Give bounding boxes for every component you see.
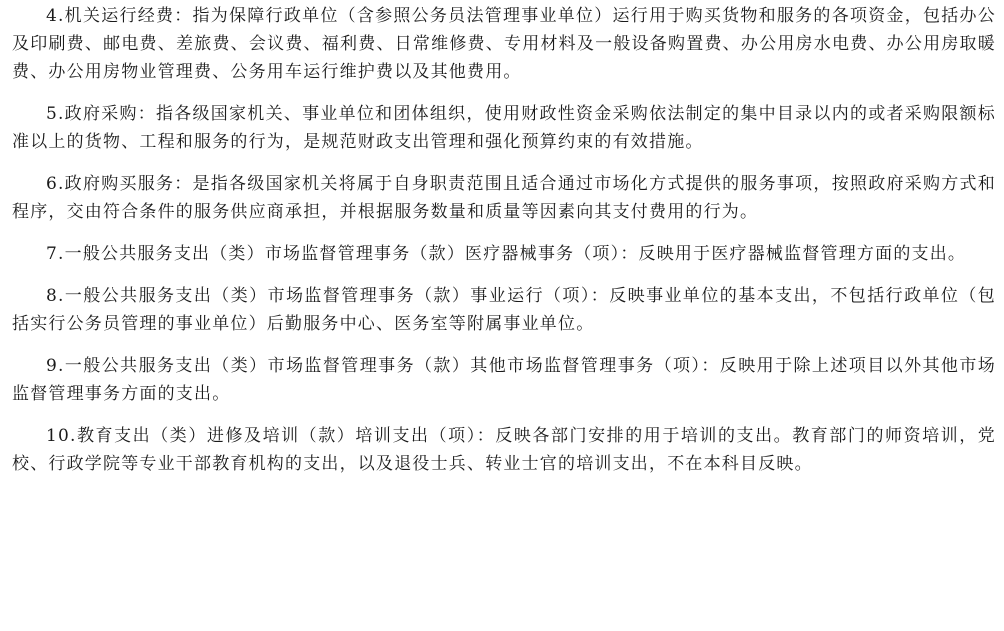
paragraph-item-4: 4.机关运行经费：指为保障行政单位（含参照公务员法管理事业单位）运行用于购买货物和服务的各项资金，包括办公及印刷费、邮电费、差旅费、会议费、福利费、日常维修费、专用材料及一般设备购置费、办公用房水电费、办公用房取暖费、办公用房物业管理费、公务用车运行维护费以及其他费用。 [12,6,996,82]
paragraph-item-9: 9.一般公共服务支出（类）市场监督管理事务（款）其他市场监督管理事务（项）：反映用于除上述项目以外其他市场监督管理事务方面的支出。 [12,356,996,404]
paragraph-item-10: 10.教育支出（类）进修及培训（款）培训支出（项）：反映各部门安排的用于培训的支出。教育部门的师资培训，党校、行政学院等专业干部教育机构的支出，以及退役士兵、转业士官的培训支出，不在本科目反映。 [12,426,996,474]
paragraph-item-8: 8.一般公共服务支出（类）市场监督管理事务（款）事业运行（项）：反映事业单位的基本支出，不包括行政单位（包括实行公务员管理的事业单位）后勤服务中心、医务室等附属事业单位。 [12,286,996,334]
document-body [12,2,996,478]
paragraph-item-7: 7.一般公共服务支出（类）市场监督管理事务（款）医疗器械事务（项）：反映用于医疗器械监督管理方面的支出。 [46,244,967,264]
paragraph-item-6: 6.政府购买服务：是指各级国家机关将属于自身职责范围且适合通过市场化方式提供的服务事项，按照政府采购方式和程序，交由符合条件的服务供应商承担，并根据服务数量和质量等因素向其支付费用的行为。 [12,174,996,222]
paragraph-item-5: 5.政府采购：指各级国家机关、事业单位和团体组织，使用财政性资金采购依法制定的集中目录以内的或者采购限额标准以上的货物、工程和服务的行为，是规范财政支出管理和强化预算约束的有效措施。 [12,104,996,152]
